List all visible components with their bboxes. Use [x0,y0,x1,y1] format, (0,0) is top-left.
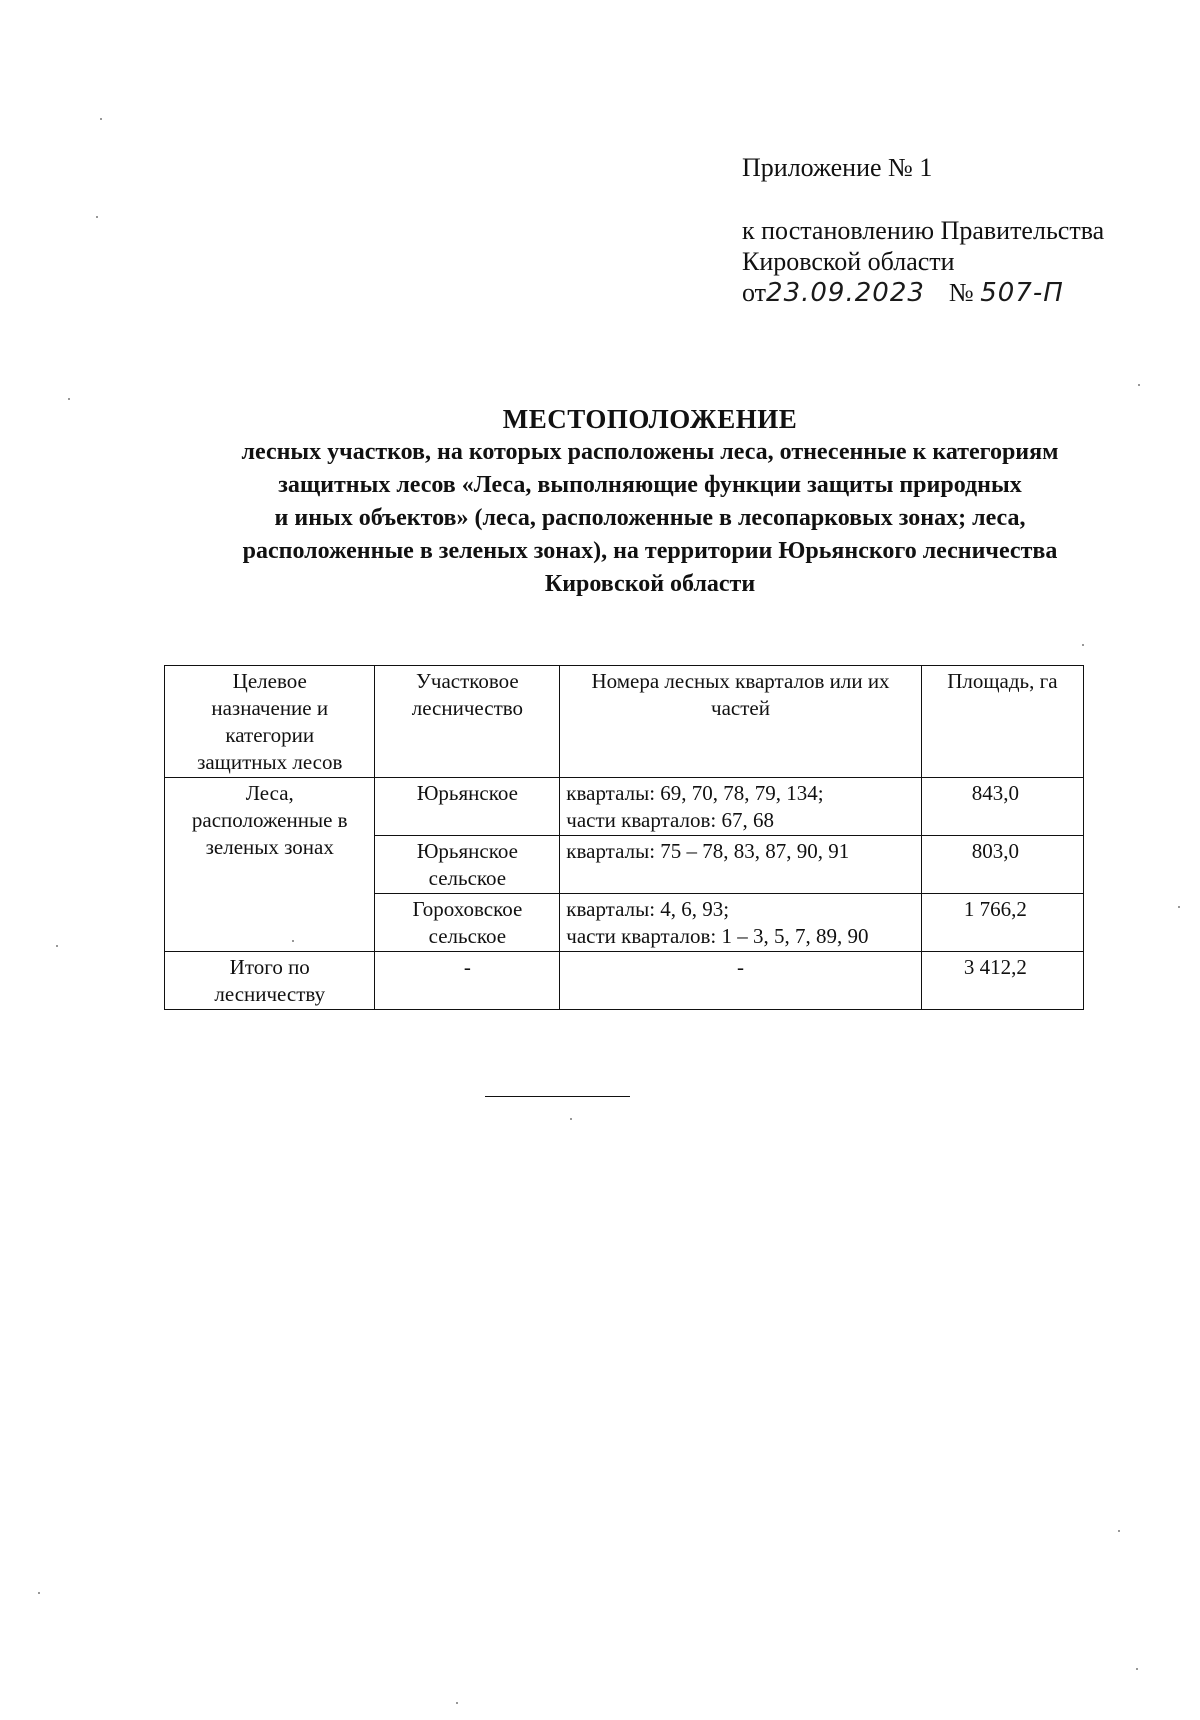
forest-plots-table [164,665,1084,1010]
header-quarters-line: Номера лесных кварталов или их [591,669,890,693]
header-purpose-line: назначение и [211,696,329,720]
header-district [375,666,560,778]
category-line: расположенные в [191,808,348,832]
category-cell [165,778,375,952]
table-total-row [165,952,1084,1010]
document-heading [150,402,1150,601]
subtitle-line: и иных объектов» (леса, расположенные в лесопарковых зонах; леса, [274,505,1026,531]
header-quarters-line: частей [711,696,770,720]
scan-speck [1082,644,1084,646]
header-purpose-line: Целевое [232,669,307,693]
scan-speck [56,945,58,947]
scan-speck [292,940,294,942]
appendix-title: Приложение № 1 [742,153,933,182]
quarters-line: части кварталов: 1 – 3, 5, 7, 89, 90 [566,924,869,948]
scan-speck [100,118,102,120]
quarters-line: части кварталов: 67, 68 [566,808,774,832]
appendix-block [742,152,1162,309]
header-purpose [165,666,375,778]
header-purpose-line: защитных лесов [197,750,343,774]
handwritten-number: 507-П [980,278,1064,308]
subtitle-line: защитных лесов «Леса, выполняющие функции защиты природных [278,472,1022,498]
document-subtitle [150,436,1150,601]
header-district-line: Участковое [416,669,519,693]
subtitle-line: Кировской области [544,571,756,597]
area-cell: 803,0 [921,836,1083,894]
area-cell: 843,0 [921,778,1083,836]
total-label-line: лесничеству [214,982,326,1006]
scan-speck [1136,1668,1138,1670]
total-quarters-cell: - [560,952,921,1010]
header-area: Площадь, га [921,666,1083,778]
handwritten-date: 23.09.2023 [766,278,925,308]
total-label-line: Итого по [229,955,310,979]
end-separator-line [485,1096,630,1097]
appendix-resolution-line: к постановлению Правительства [742,216,1105,245]
district-cell [375,836,560,894]
subtitle-line: лесных участков, на которых расположены леса, отнесенные к категориям [241,439,1059,465]
scan-speck [456,1702,458,1704]
district-cell [375,778,560,836]
date-prefix: от [742,278,767,307]
quarters-cell [560,894,921,952]
district-line: Юрьянское [416,781,518,805]
header-purpose-line: категории [225,723,315,747]
header-district-line: лесничество [411,696,524,720]
district-line: Юрьянское [416,839,518,863]
district-line: сельское [428,924,507,948]
scan-speck [1178,906,1180,908]
number-sign: № [948,278,974,307]
scan-speck [68,398,70,400]
category-line: зеленых зонах [205,835,334,859]
quarters-line: кварталы: 75 – 78, 83, 87, 90, 91 [566,839,850,863]
document-title: МЕСТОПОЛОЖЕНИЕ [502,404,798,434]
scan-speck [1138,384,1140,386]
appendix-date-line [742,277,1162,309]
subtitle-line: расположенные в зеленых зонах), на территории Юрьянского лесничества [242,538,1058,564]
quarters-cell [560,836,921,894]
total-label-cell [165,952,375,1010]
quarters-line: кварталы: 4, 6, 93; [566,897,730,921]
total-district-cell: - [375,952,560,1010]
table-row [165,778,1084,836]
district-line: сельское [428,866,507,890]
scan-speck [1118,1530,1120,1532]
district-line: Гороховское [412,897,523,921]
district-cell [375,894,560,952]
quarters-cell [560,778,921,836]
quarters-line: кварталы: 69, 70, 78, 79, 134; [566,781,824,805]
header-quarters [560,666,921,778]
category-line: Леса, [245,781,294,805]
table-header-row [165,666,1084,778]
total-area-cell: 3 412,2 [921,952,1083,1010]
scan-speck [38,1592,40,1594]
scan-speck [96,216,98,218]
scan-speck [570,1118,572,1120]
area-cell: 1 766,2 [921,894,1083,952]
appendix-region-line: Кировской области [742,247,955,276]
